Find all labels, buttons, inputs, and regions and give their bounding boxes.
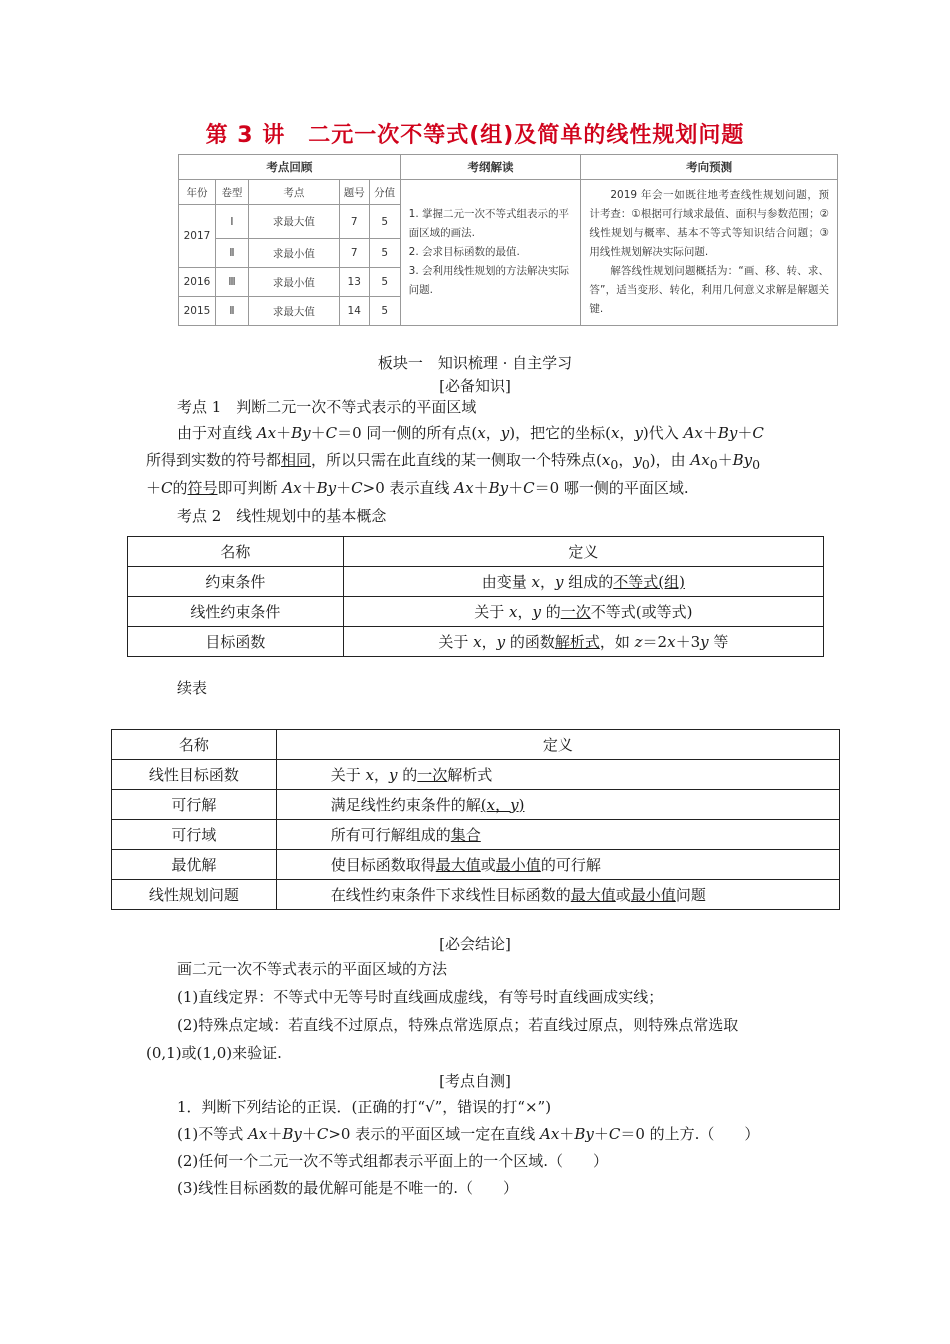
forecast-paragraph: 2019 年会一如既往地考查线性规划问题，预计考查：①根据可行域求最值、面积与参数范围；②线性规划与概率、基本不等式等知识结合问题；③用线性规划解决实际问题.	[589, 189, 829, 258]
row-definition: 关于 x，y 的函数解析式，如 z＝2x＋3y 等	[343, 627, 823, 657]
kdzc-label: [考点自测]	[439, 1072, 511, 1090]
bihui-label: [必会结论]	[439, 935, 511, 953]
table-row	[112, 850, 840, 880]
cell-score: 5	[369, 268, 400, 297]
cell-paper: Ⅲ	[215, 268, 248, 297]
row-name: 可行解	[112, 790, 277, 820]
syllabus-cell	[400, 180, 581, 326]
quiz-item-3: (3)线性目标函数的最优解可能是不唯一的.（ ）	[177, 1179, 519, 1197]
row-definition: 在线性约束条件下求线性目标函数的最大值或最小值问题	[276, 880, 839, 910]
row-definition: 由变量 x，y 组成的不等式(组)	[343, 567, 823, 597]
row-definition: 满足线性约束条件的解(x，y)	[276, 790, 839, 820]
section-heading: 板块一 知识梳理 · 自主学习	[377, 354, 573, 372]
cell-year: 2016	[179, 268, 216, 297]
row-name: 线性目标函数	[112, 760, 277, 790]
table-row	[112, 880, 840, 910]
syllabus-item: 3. 会利用线性规划的方法解决实际问题.	[408, 265, 570, 296]
kd2-heading: 考点 2 线性规划中的基本概念	[177, 507, 387, 525]
cell-topic: 求最大值	[248, 205, 339, 239]
table-row	[128, 597, 824, 627]
method-point-2-cont: (0,1)或(1,0)来验证.	[146, 1044, 282, 1062]
concept-table	[127, 536, 824, 657]
cell-number: 7	[339, 205, 369, 239]
cell-score: 5	[369, 297, 400, 326]
cell-paper: Ⅱ	[215, 297, 248, 326]
cell-number: 14	[339, 297, 369, 326]
table-row	[112, 820, 840, 850]
row-name: 线性约束条件	[128, 597, 344, 627]
row-name: 目标函数	[128, 627, 344, 657]
row-definition: 关于 x，y 的一次解析式	[276, 760, 839, 790]
row-definition: 所有可行解组成的集合	[276, 820, 839, 850]
table-row	[128, 567, 824, 597]
cell-paper: Ⅱ	[215, 239, 248, 268]
cell-year: 2017	[179, 205, 216, 268]
row-name: 可行域	[112, 820, 277, 850]
cell-topic: 求最小值	[248, 268, 339, 297]
row-name: 最优解	[112, 850, 277, 880]
kd1-line3: ＋C的符号即可判断 Ax＋By＋C>0 表示直线 Ax＋By＋C＝0 哪一侧的平面区域.	[146, 479, 689, 497]
table-row	[112, 790, 840, 820]
subheader-year: 年份	[179, 180, 216, 205]
cell-number: 7	[339, 239, 369, 268]
cell-topic: 求最小值	[248, 239, 339, 268]
forecast-cell	[581, 180, 838, 326]
syllabus-item: 2. 会求目标函数的最值.	[408, 246, 520, 258]
table-row	[112, 760, 840, 790]
cell-score: 5	[369, 239, 400, 268]
kd1-heading: 考点 1 判断二元一次不等式表示的平面区域	[177, 398, 477, 416]
kd1-line1: 由于对直线 Ax＋By＋C＝0 同一侧的所有点(x，y)，把它的坐标(x，y)代入 Ax＋By＋C	[177, 424, 764, 442]
method-point-2: (2)特殊点定域：若直线不过原点，特殊点常选原点；若直线过原点，则特殊点常选取	[177, 1016, 739, 1034]
page-title: 第 3 讲 二元一次不等式(组)及简单的线性规划问题	[205, 123, 745, 148]
kd1-line2: 所得到实数的符号都相同，所以只需在此直线的某一侧取一个特殊点($x_0$，$y_0$)，由 $Ax_0+By_0$	[146, 451, 761, 472]
row-definition: 使目标函数取得最大值或最小值的可行解	[276, 850, 839, 880]
cell-year: 2015	[179, 297, 216, 326]
cell-number: 13	[339, 268, 369, 297]
subheader-topic: 考点	[248, 180, 339, 205]
quiz-question: 1．判断下列结论的正误．(正确的打“√”，错误的打“×”)	[177, 1098, 552, 1116]
bibei-label: [必备知识]	[439, 377, 511, 395]
quiz-item-2: (2)任何一个二元一次不等式组都表示平面上的一个区域.（ ）	[177, 1152, 609, 1170]
quiz-item-1: (1)不等式 Ax＋By＋C>0 表示的平面区域一定在直线 Ax＋By＋C＝0 的上方.（ ）	[177, 1125, 760, 1143]
syllabus-item: 1. 掌握二元一次不等式组表示的平面区域的画法.	[408, 208, 570, 239]
overview-table	[178, 154, 838, 326]
row-name: 约束条件	[128, 567, 344, 597]
method-heading: 画二元一次不等式表示的平面区域的方法	[177, 960, 448, 978]
subheader-paper: 卷型	[215, 180, 248, 205]
concept-table-continued	[111, 729, 840, 910]
header-syllabus: 考纲解读	[400, 155, 581, 180]
cell-topic: 求最大值	[248, 297, 339, 326]
table-header-definition: 定义	[276, 730, 839, 760]
cell-paper: Ⅰ	[215, 205, 248, 239]
row-name: 线性规划问题	[112, 880, 277, 910]
method-point-1: (1)直线定界：不等式中无等号时直线画成虚线，有等号时直线画成实线；	[177, 988, 664, 1006]
header-review: 考点回顾	[179, 155, 401, 180]
forecast-paragraph: 解答线性规划问题概括为：“画、移、转、求、答”，适当变形、转化，利用几何意义求解是解题关键.	[589, 265, 829, 315]
table-header-definition: 定义	[343, 537, 823, 567]
subheader-number: 题号	[339, 180, 369, 205]
row-definition: 关于 x，y 的一次不等式(或等式)	[343, 597, 823, 627]
table-header-name: 名称	[112, 730, 277, 760]
cell-score: 5	[369, 205, 400, 239]
xubiao-label: 续表	[177, 679, 208, 697]
header-forecast: 考向预测	[581, 155, 838, 180]
table-row	[128, 627, 824, 657]
subheader-score: 分值	[369, 180, 400, 205]
table-header-name: 名称	[128, 537, 344, 567]
